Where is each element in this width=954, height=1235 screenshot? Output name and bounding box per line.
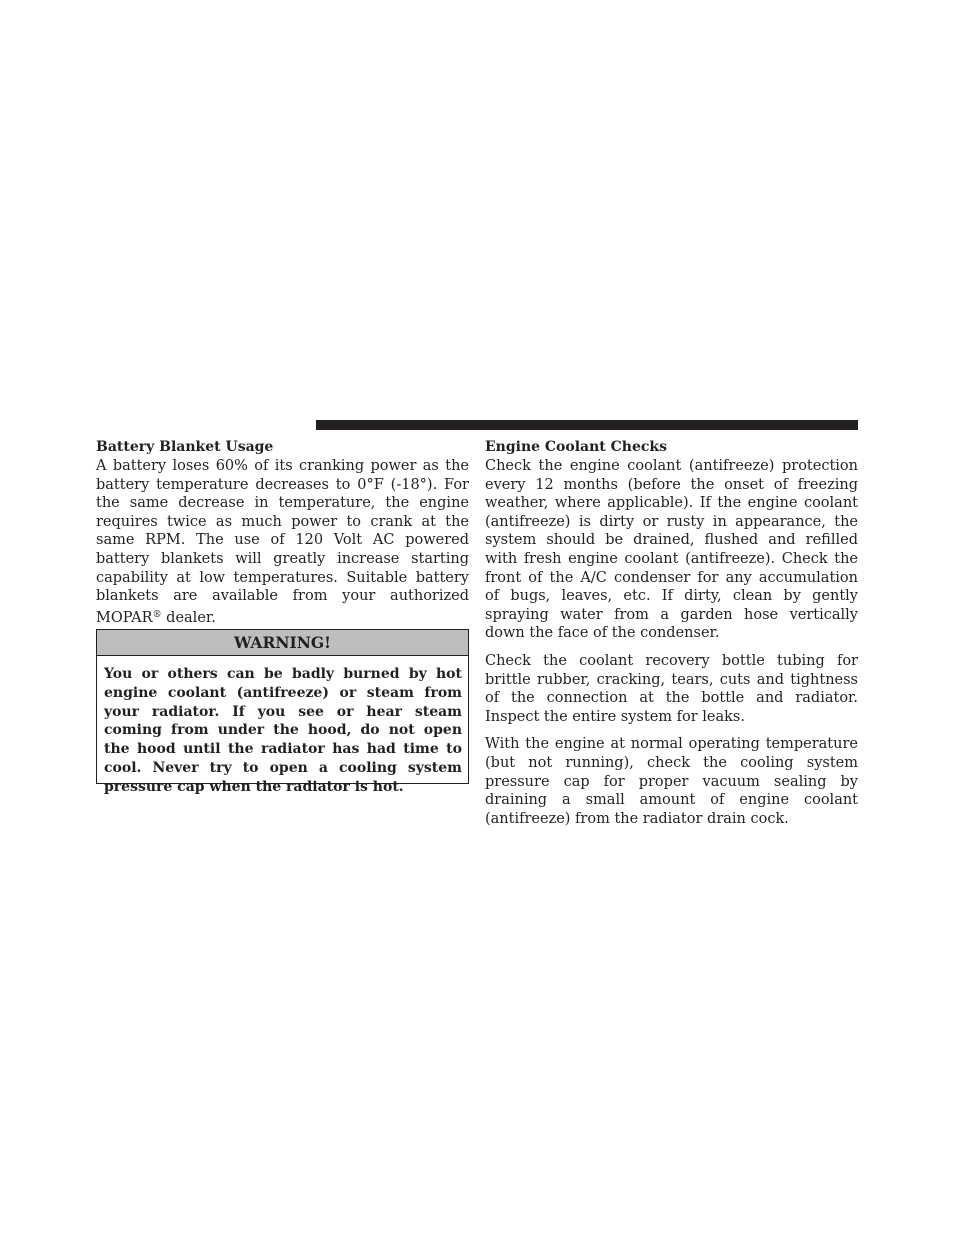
coolant-checks-heading: Engine Coolant Checks	[485, 439, 667, 455]
battery-blanket-text-end: dealer.	[161, 609, 216, 626]
battery-blanket-text: A battery loses 60% of its cranking power as the battery temperature decreases to 0°F (-18°). For the same decrease in temperature, the engine requires twice as much power to crank at the same RPM. The use of 120 Volt AC powered battery blankets will greatly increase starting capability at low temperatures. Suitable battery blankets are available from your authorized MOPAR	[96, 458, 469, 626]
battery-blanket-paragraph	[96, 457, 469, 627]
coolant-paragraph-3: With the engine at normal operating temperature (but not running), check the cooling system pressure cap for proper vacuum sealing by draining a small amount of engine coolant (antifreeze) from the radiator drain cock.	[485, 736, 858, 827]
coolant-paragraph-2: Check the coolant recovery bottle tubing for brittle rubber, cracking, tears, cuts and tightness of the connection at the bottle and radiator. Inspect the entire system for leaks.	[485, 652, 858, 725]
coolant-paragraph-1: Check the engine coolant (antifreeze) protection every 12 months (before the onset of freezing weather, where applicable). If the engine coolant (antifreeze) is dirty or rusty in appearance, the system should be drained, flushed and refilled with fresh engine coolant (antifreeze). Check the front of the A/C condenser for any accumulation of bugs, leaves, etc. If dirty, clean by gently spraying water from a garden hose vertically down the face of the condenser.	[485, 458, 858, 642]
left-column	[96, 438, 469, 627]
registered-mark: ®	[152, 609, 162, 620]
right-column	[485, 438, 858, 828]
warning-text: You or others can be badly burned by hot engine coolant (antifreeze) or steam from your radiator. If you see or hear steam coming from under the hood, do not open the hood until the radiator has had time to cool. Never try to open a cooling system pressure cap when the radiator is hot.	[104, 666, 462, 795]
warning-box	[96, 629, 469, 795]
section-header-bar	[316, 420, 858, 430]
warning-title: WARNING!	[97, 630, 468, 656]
battery-blanket-heading: Battery Blanket Usage	[96, 439, 274, 455]
